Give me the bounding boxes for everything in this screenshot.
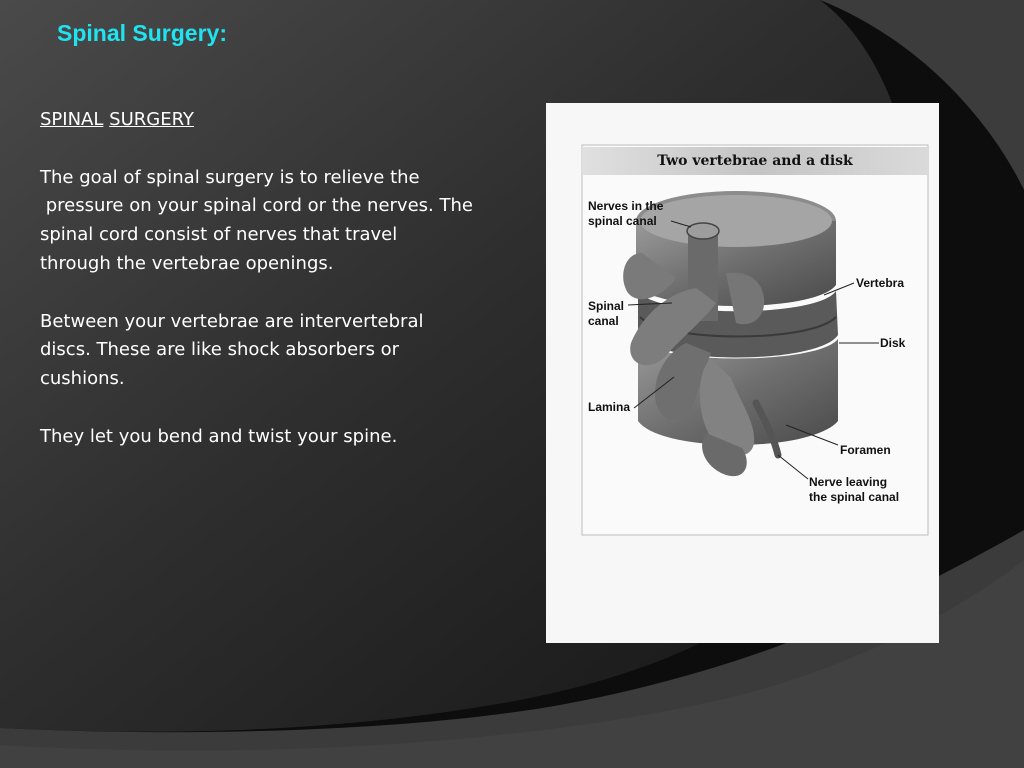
slide-title: Spinal Surgery: bbox=[57, 20, 227, 46]
label-disk: Disk bbox=[880, 336, 906, 350]
figure-title: Two vertebrae and a disk bbox=[657, 153, 853, 169]
label-nerves-line-1: Nerves in the bbox=[588, 199, 664, 213]
paragraph-1-line-3: spinal cord consist of nerves that travel bbox=[40, 224, 398, 246]
paragraph-1-line-1: The goal of spinal surgery is to relieve the bbox=[40, 166, 420, 188]
label-spinal-canal bbox=[588, 299, 624, 329]
label-spinal-canal-line-2: canal bbox=[588, 314, 619, 328]
slide-body bbox=[40, 106, 520, 452]
label-nerves-in-canal bbox=[588, 199, 663, 229]
paragraph-2-line-2: discs. These are like shock absorbers or bbox=[40, 339, 400, 361]
label-nerve-leaving-line-1: Nerve leaving bbox=[809, 475, 888, 489]
paragraph-1-line-2: pressure on your spinal cord or the nerves. The bbox=[40, 195, 473, 217]
paragraph-3: They let you bend and twist your spine. bbox=[40, 425, 398, 447]
label-nerve-leaving bbox=[809, 475, 899, 505]
paragraph-2-line-1: Between your vertebrae are intervertebral bbox=[40, 310, 424, 332]
heading-word-surgery: SURGERY bbox=[109, 109, 194, 130]
label-lamina: Lamina bbox=[588, 400, 631, 414]
label-spinal-canal-line-1: Spinal bbox=[588, 299, 625, 313]
label-vertebra: Vertebra bbox=[856, 276, 905, 290]
heading-word-spinal: SPINAL bbox=[40, 109, 104, 130]
vertebrae-illustration bbox=[546, 103, 939, 643]
label-foramen: Foramen bbox=[840, 443, 891, 457]
paragraph-2-line-3: cushions. bbox=[40, 368, 125, 390]
label-nerves-line-2: spinal canal bbox=[588, 214, 657, 228]
label-nerve-leaving-line-2: the spinal canal bbox=[809, 490, 900, 504]
vertebrae-figure bbox=[546, 103, 939, 643]
section-heading bbox=[40, 106, 520, 135]
paragraph-1-line-4: through the vertebrae openings. bbox=[40, 252, 334, 274]
